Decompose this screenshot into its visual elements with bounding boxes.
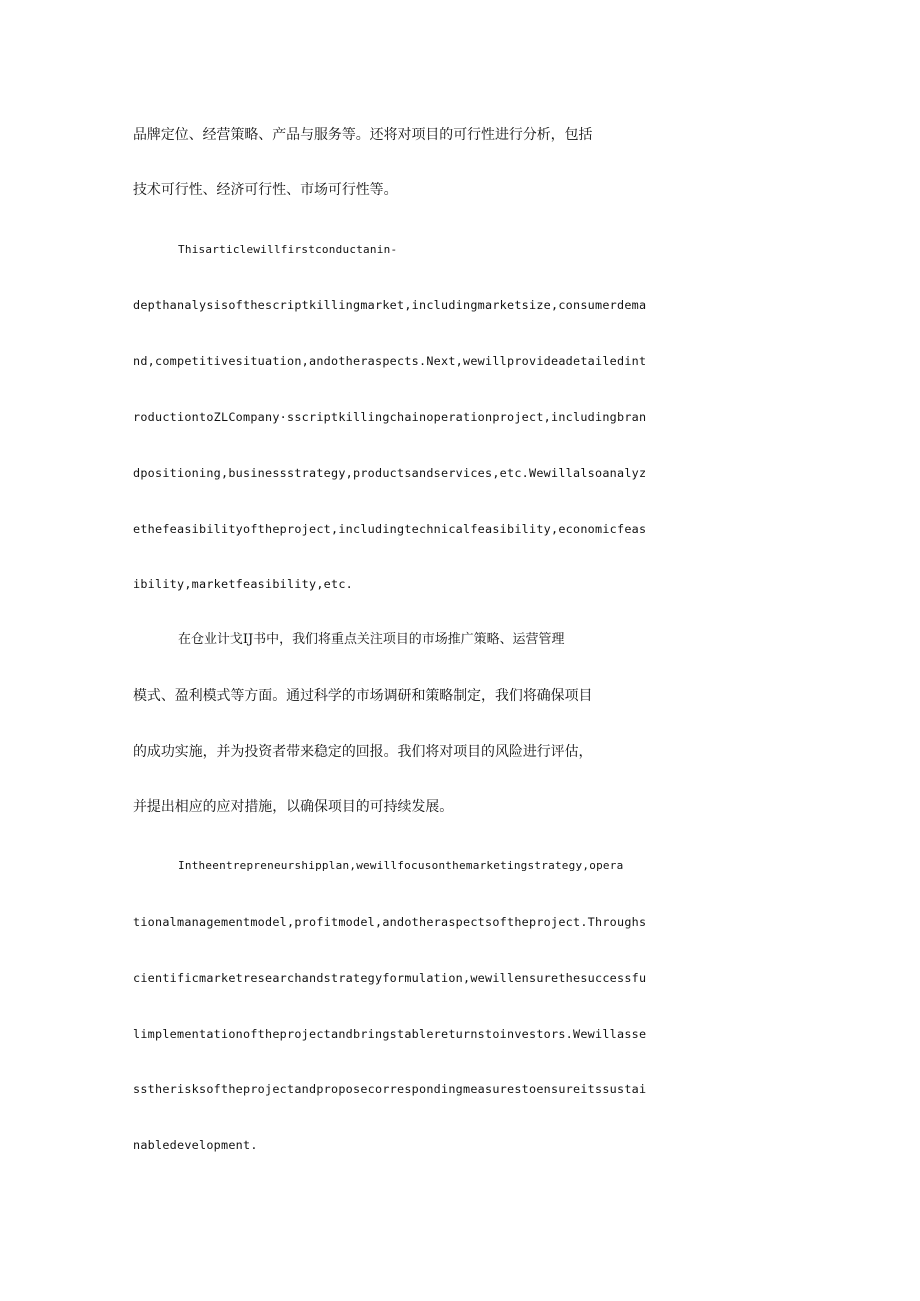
paragraph-3-line-4: 并提出相应的应对措施，以确保项目的可持续发展。 — [133, 799, 454, 815]
paragraph-4-line-1: Intheentrepreneurshipplan,wewillfocusonthemarketingstrategy,opera — [178, 859, 624, 872]
paragraph-1-line-2: 技术可行性、经济可行性、市场可行性等。 — [133, 182, 398, 198]
paragraph-2-line-4: roductiontoZLCompany·sscriptkillingchainoperationproject,includingbran — [133, 410, 647, 424]
paragraph-3-line-1: 在仓业计戈IJ书中，我们将重点关注项目的市场推广策略、运营管理 — [178, 632, 565, 647]
paragraph-4-line-5: sstherisksoftheprojectandproposecorrespondingmeasurestoensureitssustai — [133, 1082, 647, 1096]
paragraph-2-line-3: nd,competitivesituation,andotheraspects.Next,wewillprovideadetailedint — [133, 354, 647, 368]
paragraph-4-line-3: cientificmarketresearchandstrategyformulation,wewillensurethesuccessfu — [133, 971, 647, 985]
paragraph-2-line-7: ibility,marketfeasibility,etc. — [133, 577, 354, 591]
paragraph-1-line-1: 品牌定位、经营策略、产品与服务等。还将对项目的可行性进行分析，包括 — [133, 127, 593, 143]
paragraph-2-line-5: dpositioning,businessstrategy,productsandservices,etc.Wewillalsoanalyz — [133, 466, 647, 480]
paragraph-4-line-4: limplementationoftheprojectandbringstablereturnstoinvestors.Wewillasse — [133, 1027, 647, 1041]
paragraph-2-line-6: ethefeasibilityoftheproject,includingtechnicalfeasibility,economicfeas — [133, 522, 647, 536]
paragraph-2-line-1: Thisarticlewillfirstconductanin- — [178, 243, 398, 256]
paragraph-4-line-6: nabledevelopment. — [133, 1138, 258, 1152]
paragraph-3-line-3: 的成功实施，并为投资者带来稳定的回报。我们将对项目的风险进行评估， — [133, 744, 593, 760]
paragraph-2-line-2: depthanalysisofthescriptkillingmarket,includingmarketsize,consumerdema — [133, 298, 647, 312]
paragraph-4-line-2: tionalmanagementmodel,profitmodel,andotheraspectsoftheproject.Throughs — [133, 915, 647, 929]
paragraph-3-line-2: 模式、盈利模式等方面。通过科学的市场调研和策略制定，我们将确保项目 — [133, 688, 593, 704]
